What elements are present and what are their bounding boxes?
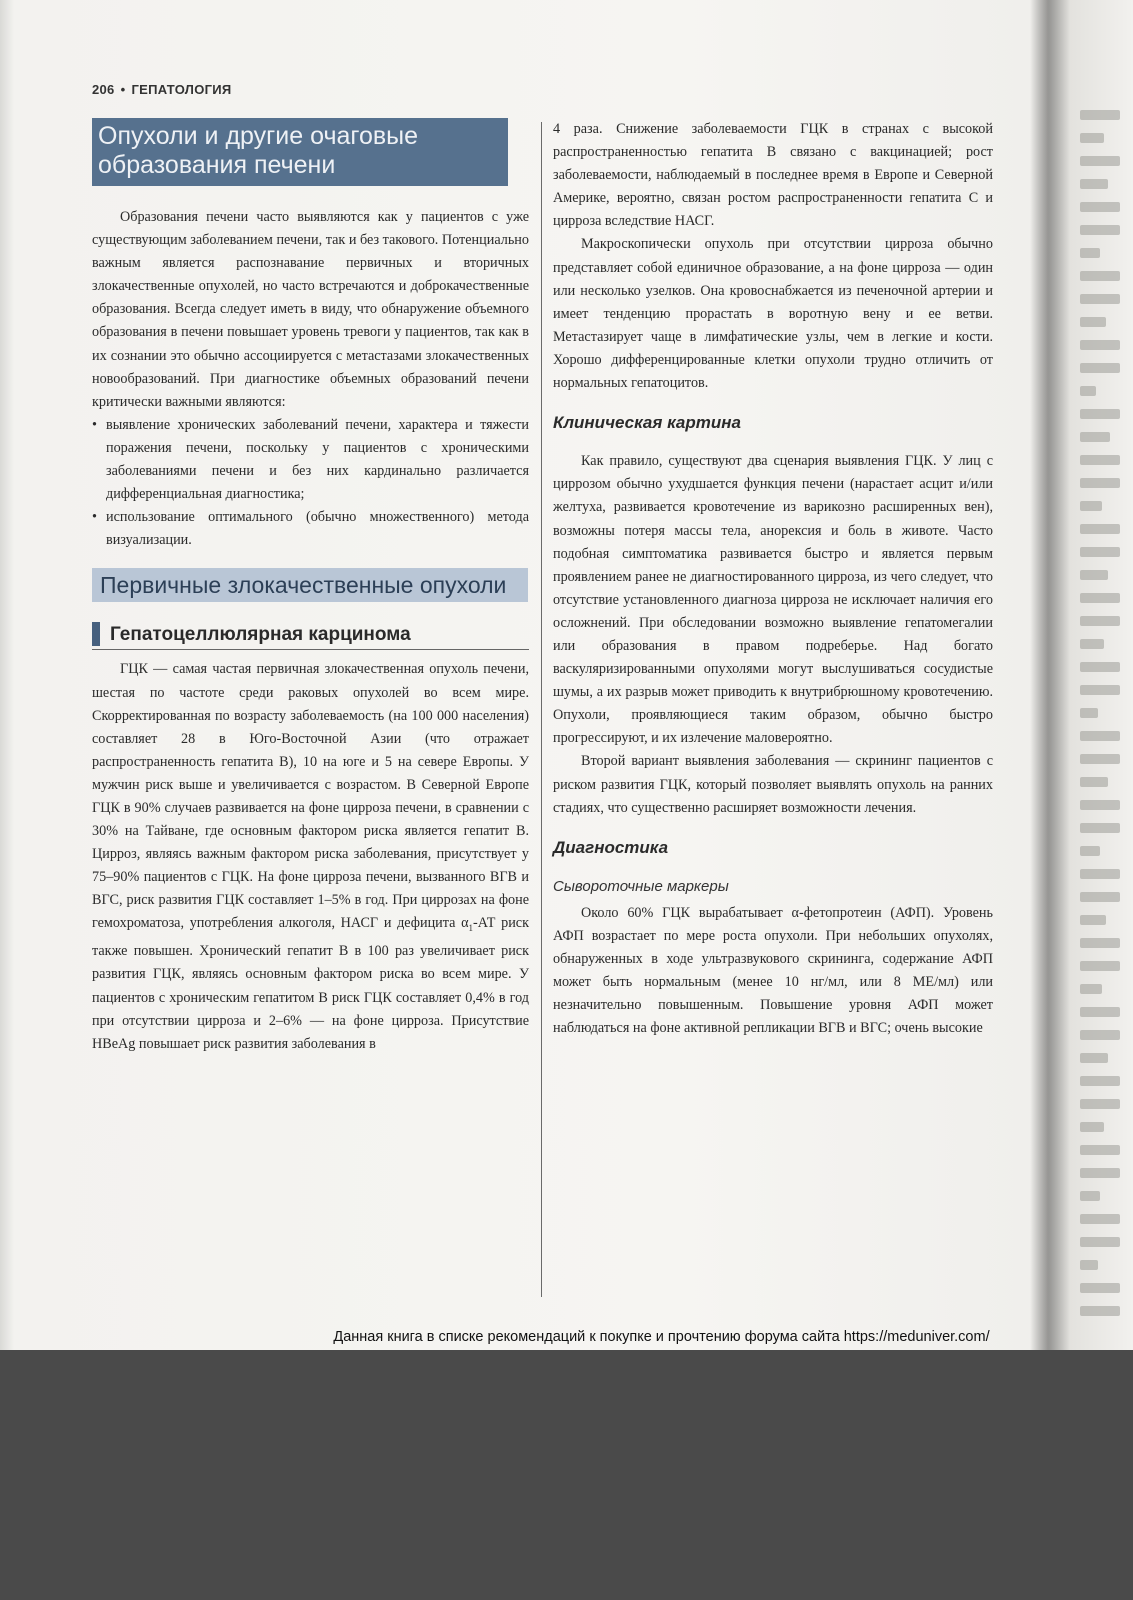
chapter-title: ГЕПАТОЛОГИЯ: [131, 82, 232, 97]
section-title: Опухоли и другие очаговые образования печени: [92, 118, 508, 186]
footer-note: Данная книга в списке рекомендаций к покупке и прочтению форума сайта https://meduniver.com/: [333, 1329, 990, 1345]
intro-paragraph: Образования печени часто выявляются как у пациентов с уже существующим заболеванием печени, так и без такового. Потенциально важным является распознавание первичных и вторичных злокачественные опухолей, но часто встречаются и доброкачественные образования. Всегда следует иметь в виду, что обнаружение объемного образования в печени повышает уровень тревоги у пациентов, так как в их сознании это обычно ассоциируется с метастазами злокачественных новообразований. При диагностике объемных образований печени критически важными являются:: [92, 209, 529, 410]
book-spine-shadow: [1030, 0, 1070, 1350]
serum-markers-heading: Сывороточные маркеры: [553, 877, 729, 895]
hcc-paragraph: [92, 658, 529, 1055]
continuation-paragraph: 4 раза. Снижение заболеваемости ГЦК в странах с высокой распространенностью гепатита В связано с вакцинацией; рост заболеваемости, наблюдаемый в последнее время в Европе и Северной Америке, вероятно, связан ростом распространенности гепатита С и цирроза вследствие НАСГ.: [553, 121, 993, 230]
alpha-subscript: 1: [468, 923, 474, 934]
clinical-heading: Клиническая картина: [553, 413, 741, 433]
hcc-heading: [92, 622, 529, 650]
clinical-paragraph-2: Второй вариант выявления заболевания — скрининг пациентов с риском развития ГЦК, который позволяет выявлять опухоль на ранних стадиях, что существенно расширяет возможности лечения.: [553, 753, 993, 816]
left-column: [92, 118, 529, 1056]
clinical-paragraph-1: Как правило, существуют два сценария выявления ГЦК. У лиц с циррозом обычно ухудшается функция печени (нарастает асцит и/или желтуха, развивается кровотечение из варикозно расширенных вен), возможны потеря массы тела, анорексия и боль в животе. Часто подобная симптоматика развивается быстро и является первым проявлением ранее не диагностированного цирроза, из чего следует, что отсутствие установленного диагноза цирроза не исключает наличия его осложнений. При обследовании возможно выявление гепатомегалии или образования в правом подреберье. Над богато васкуляризированными опухолями могут выслушиваться сосудистые шумы, а их разрыв может приводить к внутрибрюшному кровотечению. Опухоли, проявляющиеся таким образом, обычно быстро прогрессируют, и их излечение маловероятно.: [553, 453, 993, 747]
heading-marker: [92, 622, 100, 646]
hcc-text-a: ГЦК — самая частая первичная злокачественная опухоль печени, шестая по частоте среди раковых опухолей во всем мире. Скорректированная по возрасту заболеваемость (на 100 000 населения) составляет 28 в Юго-Восточной Азии (что отражает распространенность гепатита В), 10 на юге и 5 на севере Европы. У мужчин риск выше и увеличивается с возрастом. В Северной Европе ГЦК в 90% случаев развивается на фоне цирроза печени, в сравнении с 30% на Тайване, где основным фактором риска является гепатит В. Цирроз, являясь важным фактором риска заболевания, присутствует у 75–90% пациентов с ГЦК. На фоне цирроза печени, вызванного ВГВ и ВГС, риск развития ГЦК составляет 1–5% в год. При циррозах на фоне гемохроматоза, употребления алкоголя, НАСГ и дефицита α: [92, 661, 529, 932]
column-divider: [541, 122, 542, 1297]
diagnostics-paragraph: Около 60% ГЦК вырабатывает α-фетопротеин (АФП). Уровень АФП возрастает по мере роста опухоли. При небольших опухолях, обнаруженных в ходе ультразвукового скрининга, содержание АФП может быть нормальным (менее 10 нг/мл, или 8 МЕ/мл) или незначительно повышенным. Повышение уровня АФП может наблюдаться на фоне активной репликации ВГВ и ВГС; очень высокие: [553, 904, 993, 1037]
right-column: [553, 118, 993, 1040]
facing-page-bleed: [1080, 110, 1120, 1390]
macroscopy-paragraph: Макроскопически опухоль при отсутствии цирроза обычно представляет собой единичное образование, а на фоне цирроза — один или несколько узелков. Она кровоснабжается из печеночной артерии и имеет тенденцию прорастать в воротную вену и ее ветви. Метастазирует чаще в лимфатические узлы, чем в легкие и кости. Хорошо дифференцированные клетки опухоли трудно отличить от нормальных гепатоцитов.: [553, 236, 993, 392]
hcc-text-b: -АТ риск также повышен. Хронический гепатит В в 100 раз увеличивает риск развития ГЦК, являясь основным фактором риска во всем мире. У пациентов с хроническим гепатитом В риск ГЦК составляет 0,4% в год при отсутствии цирроза и 2–6% — на фоне цирроза. Присутствие HBeAg повышает риск развития заболевания в: [92, 915, 529, 1052]
hcc-heading-text: Гепатоцеллюлярная карцинома: [110, 623, 411, 645]
subsection-title: Первичные злокачественные опухоли: [92, 568, 528, 602]
scan-background: [0, 1350, 1133, 1600]
page-number: 206: [92, 82, 115, 97]
bullet-item: • использование оптимального (обычно множественного) метода визуализации.: [92, 506, 529, 552]
running-head: [92, 82, 232, 97]
diagnostics-heading: Диагностика: [553, 837, 669, 857]
bullet-list: [92, 414, 529, 553]
header-separator: •: [120, 82, 126, 97]
bullet-item: • выявление хронических заболеваний печени, характера и тяжести поражения печени, поскольку у пациентов с хроническими заболеваниями печени и без них кардинально различается дифференциальная диагностика;: [92, 414, 529, 506]
